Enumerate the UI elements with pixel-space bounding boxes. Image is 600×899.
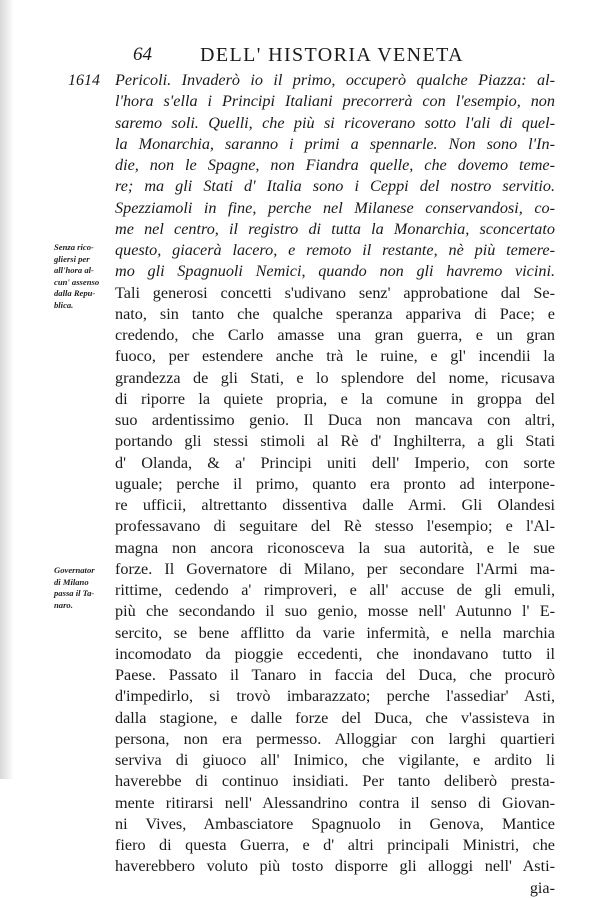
text-line: rittime, cedendo a' rimproveri, e all' accuse de gli emuli, [115, 581, 555, 599]
text-line: fiero di questa Guerra, e d' altri principali Ministri, che [115, 836, 555, 854]
text-line: saremo soli. Quelli, che più si ricoverano sotto l'ali di quel- [115, 113, 555, 132]
margin-note-senate [54, 242, 114, 311]
text-line: fuoco, per estendere anche trà le ruine, e gl' incendii la [115, 347, 555, 366]
text-line: portando gli stessi stimoli al Rè d' Inghilterra, a gli Stati [115, 432, 555, 451]
text-line: haverebbero voluto più tosto disporre gli alloggi nell' Asti- [115, 857, 555, 876]
text-line: Tali generosi concetti s'udivano senz' approbatione dal Se- [115, 283, 555, 302]
text-line: dalla stagione, e dalle forze del Duca, che v'assisteva in [115, 708, 555, 727]
text-line: haverebbe di continuo insidiati. Per tanto deliberò presta- [115, 772, 555, 791]
text-line: die, non le Spagne, non Fiandra quelle, che dovemo teme- [115, 156, 555, 174]
text-line: credendo, che Carlo amasse una gran guerra, e un gran [115, 326, 555, 344]
text-line: re ufficii, altrettanto dissentiva dalle Armi. Gli Olandesi [115, 496, 555, 514]
margin-note-line: dalla Repu- [54, 288, 96, 298]
margin-note-line: Senza rico- [54, 242, 94, 252]
margin-note-line: Governator [54, 565, 95, 575]
margin-note-line: cun' assenso [54, 276, 100, 287]
text-line: re; ma gli Stati d' Italia sono i Ceppi del nostro servitio. [115, 177, 555, 196]
margin-note-line: di Milano [54, 576, 89, 587]
text-line: nato, sin tanto che qualche speranza appariva di Pace; e [115, 304, 555, 323]
text-line: suo ardentissimo genio. Il Duca non mancava con altri, [115, 411, 555, 429]
margin-note-line: gliersi per [54, 253, 90, 264]
body-text [115, 70, 555, 899]
text-line: questo, giacerà lacero, e remoto il restante, nè più temere- [115, 241, 555, 259]
text-line: la Monarchia, saranno i primi a spennarle. Non sono l'In- [115, 134, 555, 153]
page-number: 64 [133, 44, 152, 65]
catchword: gia- [529, 878, 555, 897]
margin-note-line: passa il Ta- [54, 588, 95, 598]
text-line: Spezziamoli in fine, perche nel Milanese conservandosi, co- [115, 198, 555, 217]
margin-note-line: all'hora al- [54, 265, 94, 275]
text-line: forze. Il Governatore di Milano, per secondare l'Armi ma- [115, 559, 555, 578]
text-line: uguale; perche il primo, quanto era pronto ad interpone- [115, 474, 555, 493]
text-line: Pericoli. Invaderò io il primo, occuperò qualche Piazza: al- [115, 71, 555, 89]
margin-note-line: naro. [54, 599, 73, 610]
text-line: Paese. Passato il Tanaro in faccia del Duca, che procurò [115, 666, 555, 684]
text-line: incomodato da pioggie eccedenti, che inondavano tutto il [115, 644, 555, 663]
text-line: ni Vives, Ambasciatore Spagnuolo in Genova, Mantice [115, 814, 555, 833]
text-line: di riporre la quiete propria, e la comune in groppa del [115, 389, 555, 408]
text-line: d' Olanda, & a' Principi uniti dell' Imperio, con sorte [115, 453, 555, 472]
text-line: grandezza de gli Stati, e lo splendore del nome, ricusava [115, 368, 555, 387]
margin-year: 1614 [68, 72, 100, 89]
margin-note-governor [54, 565, 114, 611]
text-line: d'impedirlo, si trovò imbarazzato; perche l'assediar' Asti, [115, 687, 555, 706]
text-line: serviva di giuoco all' Inimico, che vigilante, e ardito li [115, 751, 555, 769]
text-line: mo gli Spagnuoli Nemici, quando non gli havremo vicini. [115, 262, 555, 281]
text-line: mente ritirarsi nell' Alessandrino contra il senso di Giovan- [115, 793, 555, 812]
text-line: persona, non era permesso. Alloggiar con larghi quartieri [115, 729, 555, 748]
text-line: professavano di seguitare del Rè stesso l'esempio; e l'Al- [115, 517, 555, 536]
running-head: DELL' HISTORIA VENETA [200, 44, 464, 66]
text-line: più che secondando il suo genio, mosse nell' Autunno l' E- [115, 602, 555, 621]
text-line: magna non ancora riconosceva la sua autorità, e le sue [115, 538, 555, 557]
text-line: l'hora s'ella i Principi Italiani precorrerà con l'esempio, non [115, 92, 555, 111]
margin-note-line: blica. [54, 299, 74, 310]
page-header [0, 44, 600, 68]
text-line: me nel centro, il registro di tutta la Monarchia, sconcertato [115, 219, 555, 238]
text-line: sercito, se bene afflitto da varie infermità, e nella marchia [115, 623, 555, 642]
